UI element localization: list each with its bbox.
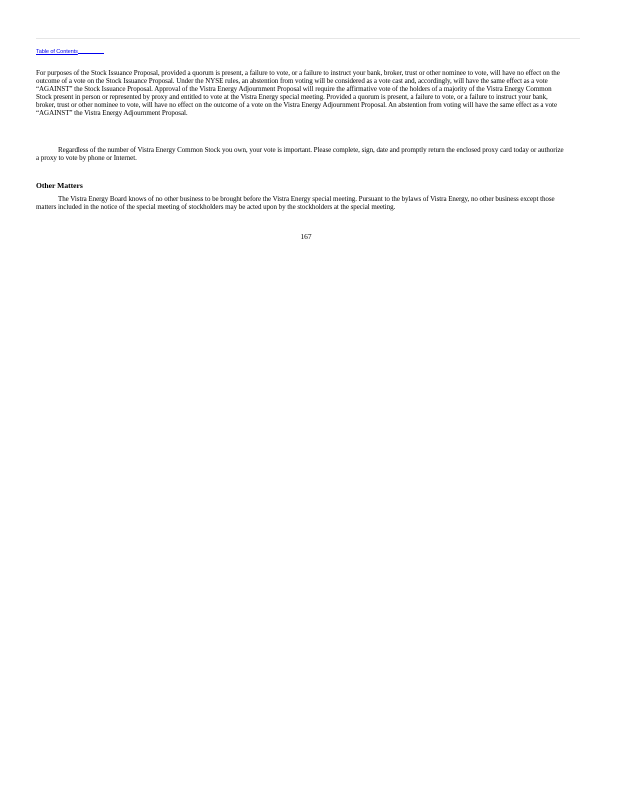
paragraph-vote-importance: Regardless of the number of Vistra Energy Common Stock you own, your vote is important. Please complete, sign, date and promptly return the enclosed proxy card today or authorize a proxy to vote by phone or Internet. bbox=[36, 146, 564, 162]
table-of-contents-link[interactable]: Table of Contents bbox=[36, 49, 104, 55]
header-divider bbox=[36, 38, 580, 39]
page-number: 167 bbox=[300, 232, 312, 241]
paragraph-other-matters: The Vistra Energy Board knows of no other business to be brought before the Vistra Energy special meeting. Pursuant to the bylaws of Vistra Energy, no other business except those matters included in the notice of the special meeting of stockholders may be acted upon by the stockholders at the special meeting. bbox=[36, 195, 555, 211]
paragraph-voting-effects: For purposes of the Stock Issuance Proposal, provided a quorum is present, a failure to vote, or a failure to instruct your bank, broker, trust or other nominee to vote, will have no effect on the outcome of a vote on the Stock Issuance Proposal. Under the NYSE rules, an abstention from voting will be considered as a vote cast and, accordingly, will have the same effect as a vote “AGAINST” the Stock Issuance Proposal. Approval of the Vistra Energy Adjournment Proposal will require the affirmative vote of the holders of a majority of the Vistra Energy Common Stock present in person or represented by proxy and entitled to vote at the Vistra Energy special meeting. Provided a quorum is present, a failure to vote, or a failure to instruct your bank, broker, trust or other nominee to vote, will have no effect on the outcome of a vote on the Vistra Energy Adjournment Proposal. An abstention from voting will have the same effect as a vote “AGAINST” the Vistra Energy Adjournment Proposal. bbox=[36, 69, 560, 117]
section-heading-other-matters: Other Matters bbox=[36, 181, 83, 190]
